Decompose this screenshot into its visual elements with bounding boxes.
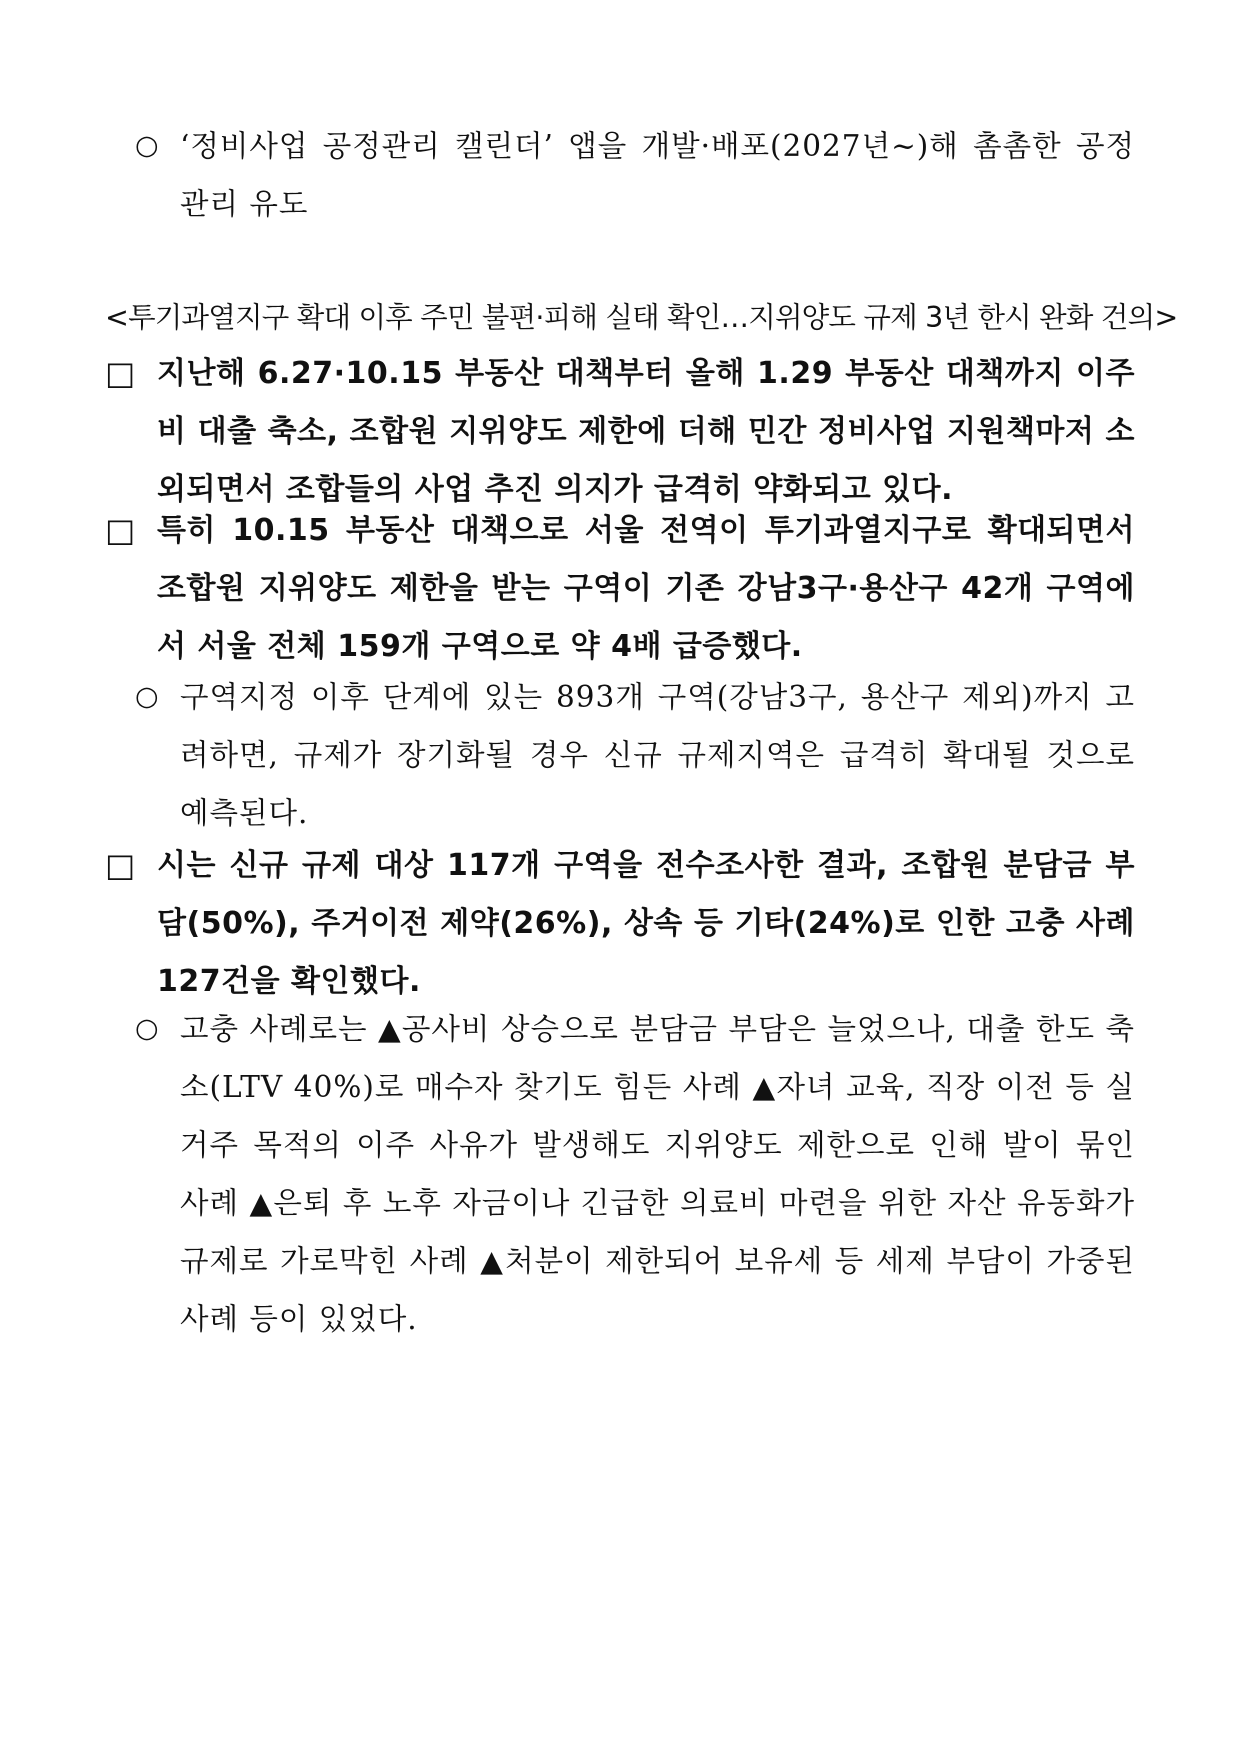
section-heading: <투기과열지구 확대 이후 주민 불편·피해 실태 확인…지위양도 규제 3년 한시 완화 건의>	[105, 301, 1178, 334]
circle-bullet-icon: ○	[135, 130, 160, 161]
main-bullet-policy-impact	[105, 345, 1135, 519]
main-bullet-text: 시는 신규 규제 대상 117개 구역을 전수조사한 결과, 조합원 분담금 부담(50%), 주거이전 제약(26%), 상속 등 기타(24%)로 인한 고충 사례 127건을 확인했다.	[157, 848, 1135, 999]
sub-bullet-hardship-cases	[135, 1000, 1135, 1348]
main-bullet-zone-expansion	[105, 502, 1135, 676]
square-bullet-icon: □	[105, 354, 136, 392]
sub-bullet-calendar-app	[135, 117, 1135, 233]
main-bullet-text: 지난해 6.27·10.15 부동산 대책부터 올해 1.29 부동산 대책까지 이주비 대출 축소, 조합원 지위양도 제한에 더해 민간 정비사업 지원책마저 소외되면서 조합들의 사업 추진 의지가 급격히 약화되고 있다.	[157, 356, 1135, 507]
main-bullet-survey-result	[105, 837, 1135, 1011]
square-bullet-icon: □	[105, 846, 136, 884]
circle-bullet-icon: ○	[135, 1013, 160, 1044]
sub-bullet-text: ‘정비사업 공정관리 캘린더’ 앱을 개발·배포(2027년~)해 촘촘한 공정관리 유도	[180, 129, 1135, 221]
sub-bullet-text: 구역지정 이후 단계에 있는 893개 구역(강남3구, 용산구 제외)까지 고려하면, 규제가 장기화될 경우 신규 규제지역은 급격히 확대될 것으로 예측된다.	[180, 680, 1135, 830]
sub-bullet-zone-forecast	[135, 668, 1135, 842]
square-bullet-icon: □	[105, 511, 136, 549]
sub-bullet-text: 고충 사례로는 ▲공사비 상승으로 분담금 부담은 늘었으나, 대출 한도 축소(LTV 40%)로 매수자 찾기도 힘든 사례 ▲자녀 교육, 직장 이전 등 실거주 목적의 이주 사유가 발생해도 지위양도 제한으로 인해 발이 묶인 사례 ▲은퇴 후 노후 자금이나 긴급한 의료비 마련을 위한 자산 유동화가 규제로 가로막힌 사례 ▲처분이 제한되어 보유세 등 세제 부담이 가중된 사례 등이 있었다.	[180, 1012, 1135, 1336]
main-bullet-text: 특히 10.15 부동산 대책으로 서울 전역이 투기과열지구로 확대되면서 조합원 지위양도 제한을 받는 구역이 기존 강남3구·용산구 42개 구역에서 서울 전체 159개 구역으로 약 4배 급증했다.	[157, 513, 1135, 664]
circle-bullet-icon: ○	[135, 681, 160, 712]
